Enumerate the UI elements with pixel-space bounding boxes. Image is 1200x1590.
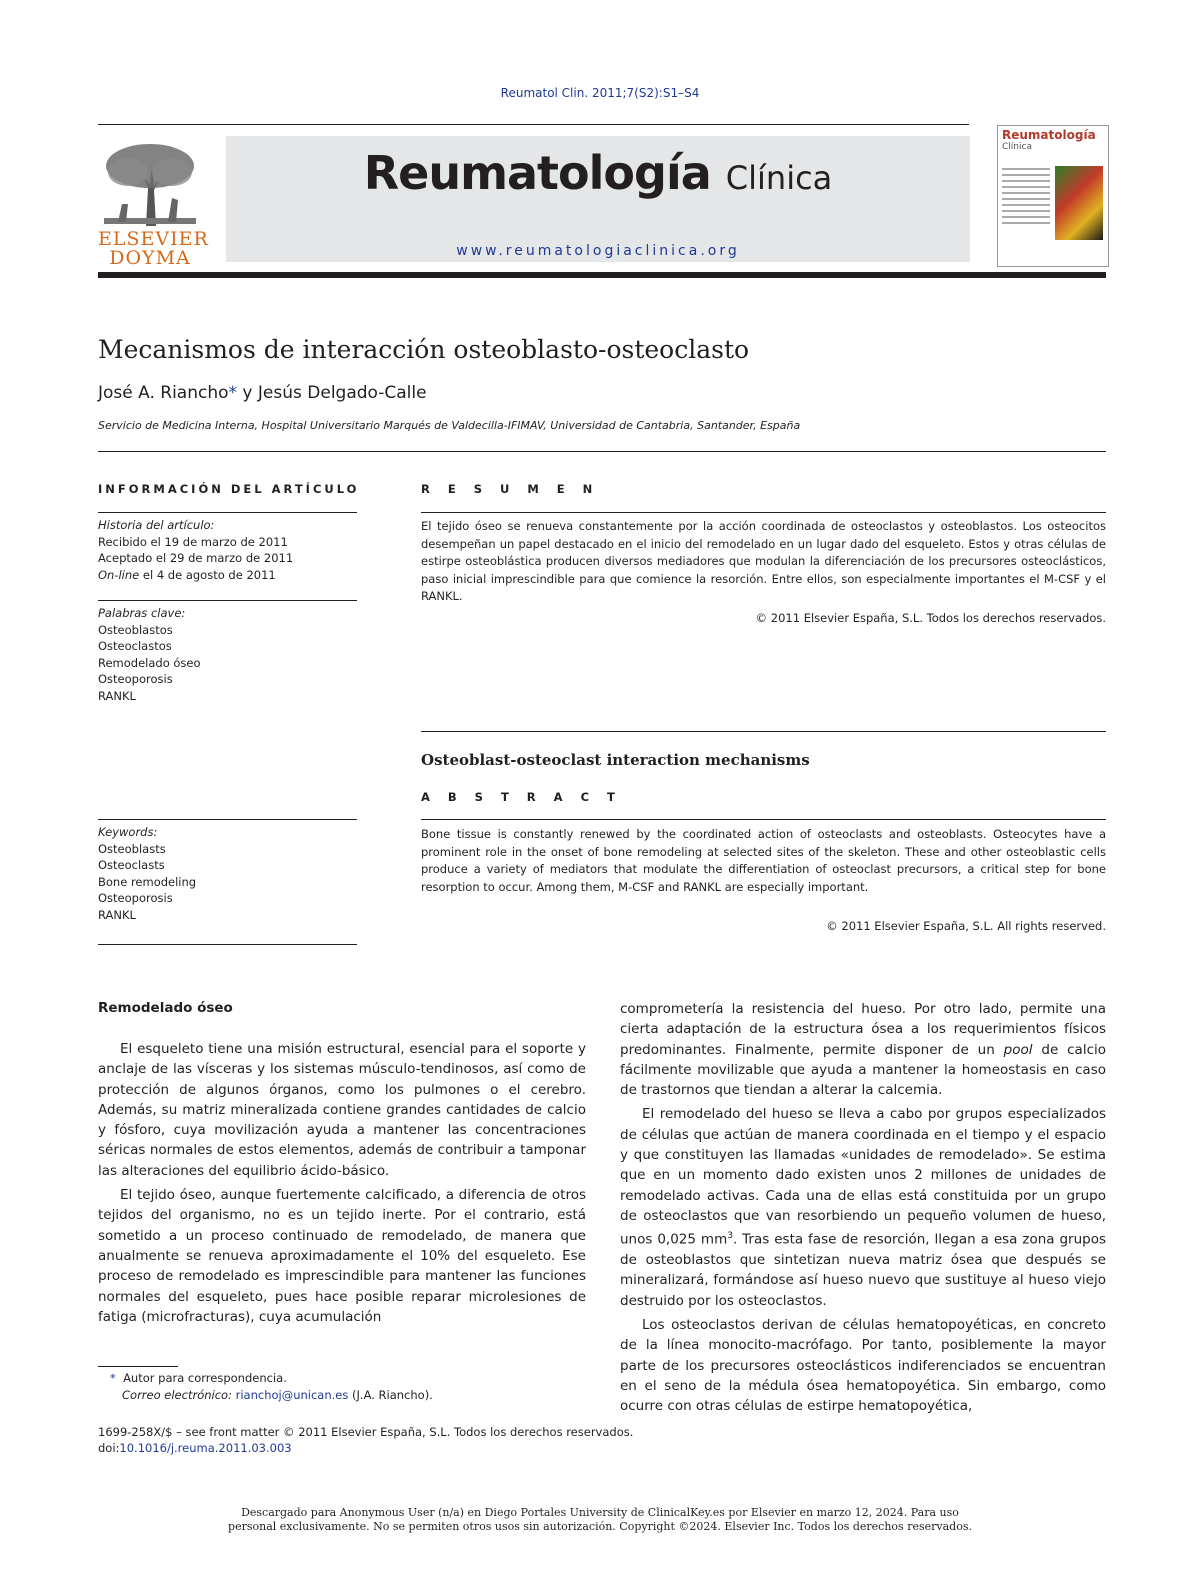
elsevier-tree-icon <box>98 138 202 226</box>
download-notice-line1: Descargado para Anonymous User (n/a) en Diego Portales University de ClinicalKey.es por Elsevier en marzo 12, 2024. Para uso <box>241 1506 959 1519</box>
keyword-item: Osteoblastos <box>98 622 173 637</box>
cover-text-lines <box>1002 168 1050 228</box>
author-affiliation: Servicio de Medicina Interna, Hospital Universitario Marqués de Valdecilla-IFIMAV, Universidad de Cantabria, Santander, España <box>98 419 801 432</box>
issn-line: 1699-258X/$ – see front matter © 2011 Elsevier España, S.L. Todos los derechos reservados. <box>98 1425 634 1439</box>
history-accepted: Aceptado el 29 de marzo de 2011 <box>98 551 294 565</box>
body-paragraph: El esqueleto tiene una misión estructural, esencial para el soporte y anclaje de las vísceras y los sistemas músculo-tendinosos, así como de protección de algunos órganos, como los pulmones o el cerebro. Además, su matriz mineralizada contiene grandes cantidades de calcio y fósforo, cuya movilización ayuda a mantener las concentraciones séricas normales de estos elementos, además de contribuir a tamponar las alteraciones del equilibrio ácido-básico. <box>98 1041 586 1179</box>
cover-subtitle: Clínica <box>1002 142 1032 152</box>
info-rule-3 <box>98 819 357 820</box>
footnote <box>110 1370 590 1404</box>
journal-url-link[interactable]: www.reumatologiaclinica.org <box>456 243 740 259</box>
journal-title-main: Reumatología <box>363 146 711 200</box>
body-paragraph <box>620 999 1106 1100</box>
history-label: Historia del artículo: <box>98 518 215 532</box>
body-text: . Tras esta fase de resorción, llegan a esa zona grupos de osteoblastos que sintetizan nueva matriz ósea que después se mineralizará, formándose así hueso nuevo que sustituye al hueso viejo destruido por los osteoclastos. <box>620 1231 1107 1309</box>
resumen-copyright: © 2011 Elsevier España, S.L. Todos los derechos reservados. <box>755 611 1106 625</box>
history-online-date: el 4 de agosto de 2011 <box>139 567 276 582</box>
body-text: comprometería la resistencia del hueso. Por otro lado, permite una cierta adaptación de la estructura ósea a los requerimientos físicos predominantes. Finalmente, permite disponer de un <box>620 1001 1106 1058</box>
footnote-author <box>110 1370 590 1387</box>
keyword-item: Osteoporosis <box>98 891 173 905</box>
history-online-label: On-line <box>98 567 140 582</box>
history-received: Recibido el 19 de marzo de 2011 <box>98 534 288 549</box>
info-rule-2 <box>98 600 357 601</box>
title-rule <box>98 451 1106 452</box>
article-info-heading: INFORMACIÓN DEL ARTÍCULO <box>98 482 360 496</box>
abstract-heading: A B S T R A C T <box>421 790 622 804</box>
body-paragraph: El tejido óseo, aunque fuertemente calcificado, a diferencia de otros tejidos del organismo, no es un tejido inerte. Por el contrario, está sometido a un proceso continuado de remodelado, de manera que anualmente se renueva aproximadamente el 10% del esqueleto. Ese proceso de remodelado es imprescindible para mantener las funciones normales del esqueleto, pues hace posible reparar microlesiones de fatiga (microfracturas), cuya acumulación <box>98 1187 586 1325</box>
keywords-es <box>98 605 357 704</box>
author-2: y Jesús Delgado-Calle <box>237 383 427 403</box>
publisher-name-line1: ELSEVIER <box>98 228 209 250</box>
doi-link[interactable]: 10.1016/j.reuma.2011.03.003 <box>119 1441 292 1455</box>
keywords-en-label: Keywords: <box>98 825 158 839</box>
journal-citation[interactable] <box>0 86 1200 100</box>
corresponding-author-mark[interactable]: * <box>228 383 238 403</box>
email-link[interactable]: rianchoj@unican.es <box>235 1388 349 1402</box>
publisher-name-line2: DOYMA <box>109 247 191 269</box>
article-footer <box>98 1424 798 1456</box>
abstract-top-rule <box>421 731 1106 732</box>
keywords-es-label: Palabras clave: <box>98 606 186 620</box>
keyword-item: Osteoclastos <box>98 639 172 653</box>
keyword-item: RANKL <box>98 688 136 703</box>
abstract-rule <box>421 819 1106 820</box>
body-right-column <box>620 999 1106 1416</box>
keyword-item: Remodelado óseo <box>98 655 201 670</box>
abstract-copyright: © 2011 Elsevier España, S.L. All rights reserved. <box>826 919 1106 933</box>
body-text: El remodelado del hueso se lleva a cabo por grupos especializados de células que actúan de manera coordinada en el tiempo y el espacio y que constituyen las llamadas «unidades de remodelado». Se estima que en un momento dado existen unos 2 millones de unidades de remodelado activas. Cada una de ellas está constituida por un grupo de osteoclastos que van resorbiendo un pequeño volumen de hueso, unos 0,025 mm <box>620 1106 1106 1248</box>
keyword-item: Osteoblasts <box>98 841 166 856</box>
section-heading: Remodelado óseo <box>98 1000 233 1016</box>
journal-title-sub: Clínica <box>725 159 833 197</box>
body-paragraph <box>620 1104 1106 1310</box>
author-1: José A. Riancho <box>98 383 229 403</box>
info-rule-4 <box>98 944 357 945</box>
article-authors <box>98 383 427 403</box>
keyword-item: RANKL <box>98 907 136 922</box>
english-title: Osteoblast-osteoclast interaction mechanisms <box>421 751 810 769</box>
doi-line <box>98 1440 798 1456</box>
footnote-email-tail: (J.A. Riancho). <box>348 1388 433 1402</box>
citation-link[interactable]: Reumatol Clin. 2011;7(S2):S1–S4 <box>500 86 700 100</box>
article-history <box>98 517 357 583</box>
resumen-text: El tejido óseo se renueva constantemente por la acción coordinada de osteoclastos y osteoblastos. Los osteocitos desempeñan un papel destacado en el inicio del remodelado en un lugar dado del esqueleto. Estos y otras células de estirpe osteoblástica producen diversos mediadores que modulan la diferenciación de los precursores osteoclásticos, paso inicial imprescindible para que comience la resorción. Entre ellos, son especialmente importantes el M-CSF y el RANKL. <box>421 519 1106 603</box>
doi-label: doi: <box>98 1441 120 1455</box>
journal-title <box>226 146 970 200</box>
body-text: de calcio fácilmente movilizable que ayuda a mantener la homeostasis en caso de trastornos que tiendan a alterar la calcemia. <box>620 1041 1107 1099</box>
header-thick-rule <box>98 272 1106 278</box>
header-top-rule <box>98 124 969 125</box>
elsevier-logo <box>98 138 209 269</box>
article-title: Mecanismos de interacción osteoblasto-osteoclasto <box>98 335 750 364</box>
info-rule-1 <box>98 512 357 513</box>
cover-image <box>1055 166 1103 240</box>
footnote-email-line <box>110 1387 590 1404</box>
download-notice <box>0 1506 1200 1534</box>
body-left-column <box>98 1039 586 1327</box>
abstract-text: Bone tissue is constantly renewed by the coordinated action of osteoclasts and osteoblasts. Osteocytes have a prominent role in the onset of bone remodeling at selected sites of the skeleton. These and other osteoblastic cells produce a variety of mediators that modulate the differentiation of osteoclast precursors, a critical step for bone resorption to occur. Among them, M-CSF and RANKL are especially important. <box>421 827 1106 894</box>
footnote-mark: * <box>110 1371 116 1385</box>
journal-url[interactable] <box>226 243 970 259</box>
resumen-heading: R E S U M E N <box>421 482 600 496</box>
keyword-item: Osteoporosis <box>98 672 173 686</box>
download-notice-line2: personal exclusivamente. No se permiten otros usos sin autorización. Copyright ©2024. Elsevier Inc. Todos los derechos reservados. <box>228 1520 972 1533</box>
body-paragraph: Los osteoclastos derivan de células hematopoyéticas, en concreto de la línea monocito-macrófago. Por tanto, posiblemente la mayor parte de los precursores osteoclásticos indiferenciados se encuentran en el seno de la médula ósea hematopoyética. Sin embargo, como ocurre con otras células de estirpe hematopoyética, <box>620 1316 1106 1415</box>
keyword-item: Bone remodeling <box>98 874 197 889</box>
history-online <box>98 567 357 584</box>
body-superscript: 3 <box>727 1231 733 1242</box>
keyword-item: Osteoclasts <box>98 858 165 872</box>
journal-cover-thumbnail[interactable] <box>997 125 1109 267</box>
footnote-email-label: Correo electrónico: <box>122 1388 232 1402</box>
footnote-text: Autor para correspondencia. <box>123 1371 287 1385</box>
resumen-rule <box>421 512 1106 513</box>
body-text-emphasis: pool <box>1003 1041 1033 1058</box>
cover-title: Reumatología <box>1002 128 1096 142</box>
footnote-rule <box>98 1366 178 1367</box>
keywords-en <box>98 824 357 923</box>
